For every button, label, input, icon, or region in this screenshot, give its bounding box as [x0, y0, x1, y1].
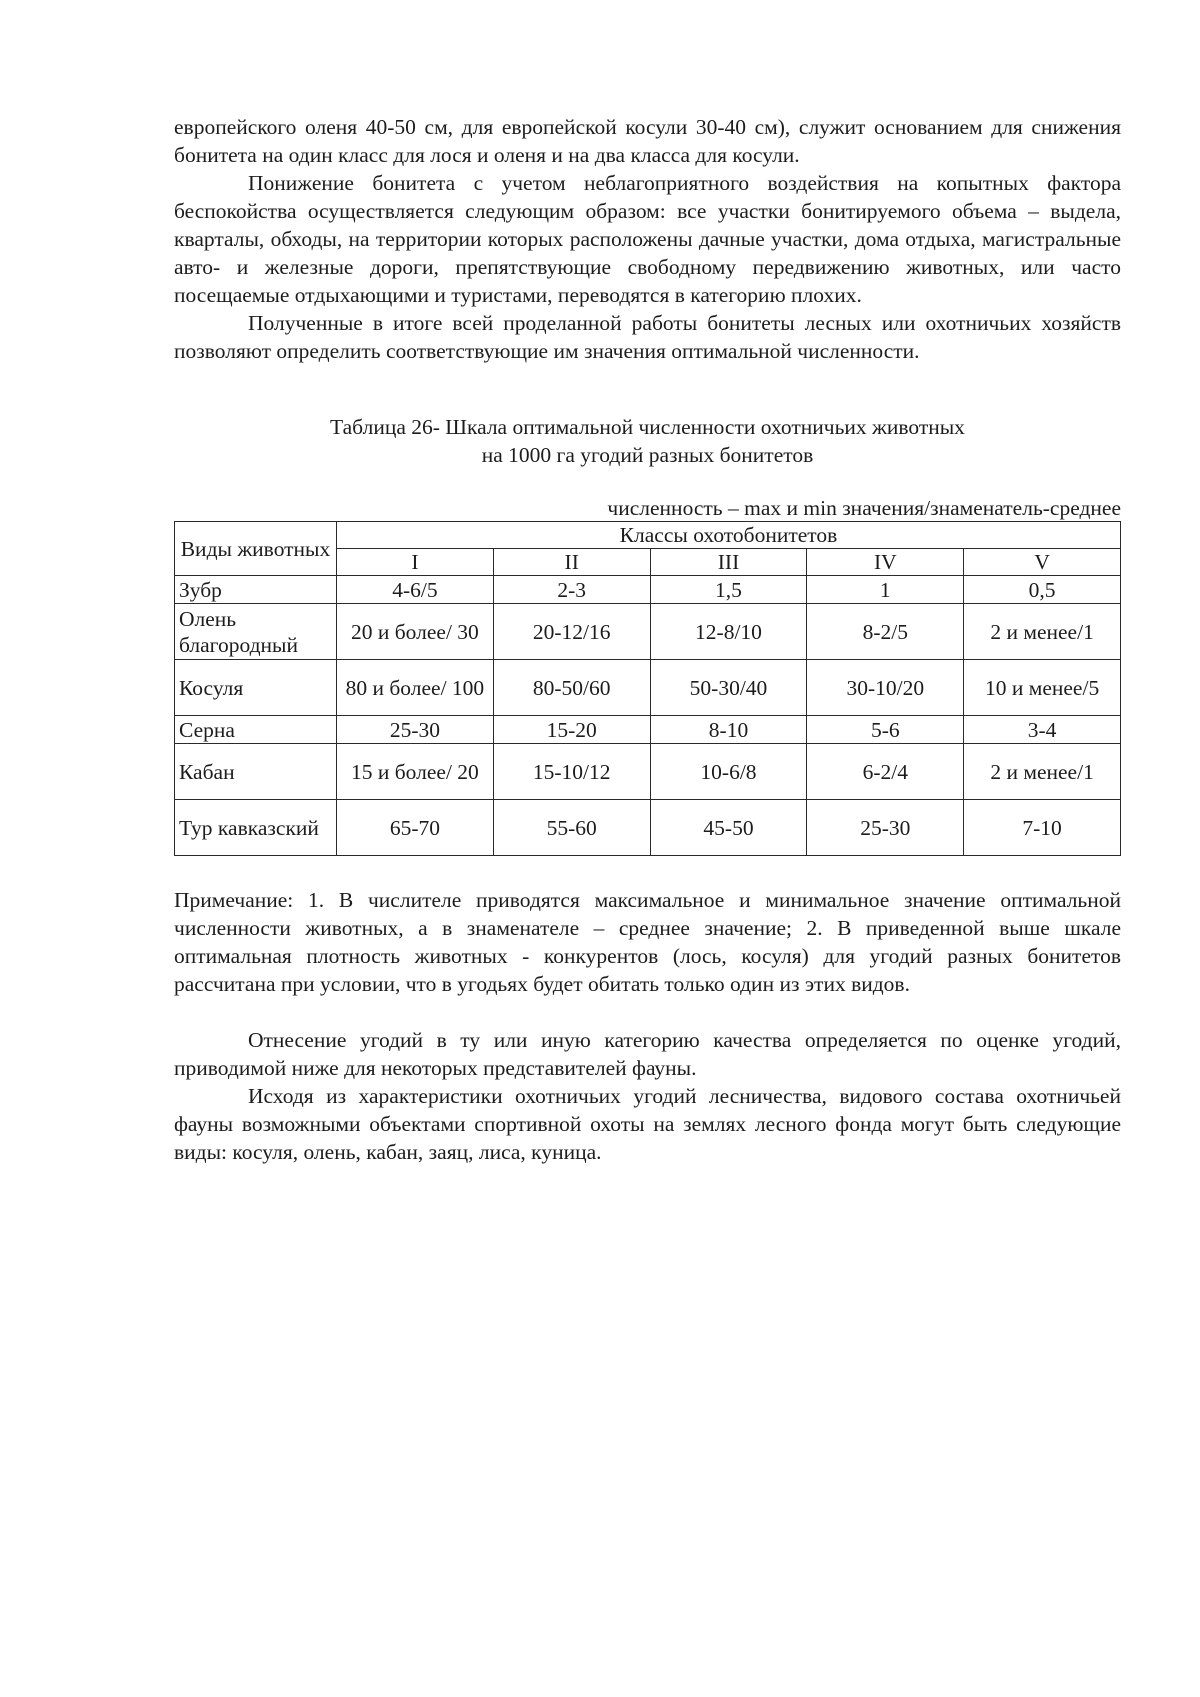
header-class-2: II — [493, 549, 650, 576]
value-cell: 20 и более/ 30 — [337, 604, 494, 660]
table-footnote: Примечание: 1. В числителе приводятся максимальное и минимальное значение оптимальной численности животных, а в знаменателе – среднее значение; 2. В приведенной выше шкале оптимальная плотность животных - конкурентов (лось, косуля) для угодий разных бонитетов рассчитана при условии, что в угодьях будет обитать только один из этих видов. — [174, 888, 1121, 996]
spacer — [174, 856, 1121, 886]
paragraph-disturbance-factor: Понижение бонитета с учетом неблагоприятного воздействия на копытных фактора беспокойства осуществляется следующим образом: все участки бонитируемого объема – выдела, кварталы, обходы, на территории которых расположены дачные участки, дома отдыха, магистральные авто- и железные дороги, препятствующие свободному передвижению животных, или часто посещаемые отдыхающими и туристами, переводятся в категорию плохих. — [174, 171, 1121, 307]
value-cell: 30-10/20 — [807, 660, 964, 716]
table-row — [175, 716, 1121, 744]
value-cell: 10-6/8 — [650, 744, 807, 800]
table-row — [175, 800, 1121, 856]
value-cell: 12-8/10 — [650, 604, 807, 660]
value-cell: 6-2/4 — [807, 744, 964, 800]
paragraph-deer-antlers: европейского оленя 40-50 см, для европейской косули 30-40 см), служит основанием для снижения бонитета на один класс для лося и оленя и на два класса для косули. — [174, 115, 1121, 167]
table-row — [175, 576, 1121, 604]
species-cell: Зубр — [175, 576, 337, 604]
value-cell: 45-50 — [650, 800, 807, 856]
value-cell: 8-2/5 — [807, 604, 964, 660]
value-cell: 4-6/5 — [337, 576, 494, 604]
table-row — [175, 660, 1121, 716]
species-cell: Серна — [175, 716, 337, 744]
species-cell: Тур кавказский — [175, 800, 337, 856]
value-cell: 2 и менее/1 — [964, 744, 1121, 800]
value-cell: 25-30 — [337, 716, 494, 744]
value-cell: 8-10 — [650, 716, 807, 744]
paragraph-optimal-density: Полученные в итоге всей проделанной работы бонитеты лесных или охотничьих хозяйств позволяют определить соответствующие им значения оптимальной численности. — [174, 311, 1121, 363]
table-row — [175, 604, 1121, 660]
value-cell: 15-20 — [493, 716, 650, 744]
species-cell: Кабан — [175, 744, 337, 800]
document-page — [174, 113, 1121, 1166]
value-cell: 2 и менее/1 — [964, 604, 1121, 660]
value-cell: 10 и менее/5 — [964, 660, 1121, 716]
table-caption-line-1: Таблица 26- Шкала оптимальной численности охотничьих животных — [330, 415, 965, 439]
value-cell: 50-30/40 — [650, 660, 807, 716]
value-cell: 15 и более/ 20 — [337, 744, 494, 800]
value-cell: 65-70 — [337, 800, 494, 856]
table-row — [175, 744, 1121, 800]
value-cell: 7-10 — [964, 800, 1121, 856]
paragraph-land-category: Отнесение угодий в ту или иную категорию качества определяется по оценке угодий, приводимой ниже для некоторых представителей фауны. — [174, 1028, 1121, 1080]
table-units-note: численность – max и min значения/знаменатель-среднее — [607, 496, 1121, 520]
header-species: Виды животных — [175, 522, 337, 576]
value-cell: 0,5 — [964, 576, 1121, 604]
value-cell: 80-50/60 — [493, 660, 650, 716]
value-cell: 25-30 — [807, 800, 964, 856]
spacer — [174, 998, 1121, 1026]
header-class-3: III — [650, 549, 807, 576]
spacer — [174, 365, 1121, 413]
table-header-row — [175, 522, 1121, 549]
paragraph-hunting-species: Исходя из характеристики охотничьих угодий лесничества, видового состава охотничьей фауны возможными объектами спортивной охоты на землях лесного фонда могут быть следующие виды: косуля, олень, кабан, заяц, лиса, куница. — [174, 1084, 1121, 1164]
value-cell: 20-12/16 — [493, 604, 650, 660]
spacer — [174, 469, 1121, 495]
species-cell: Косуля — [175, 660, 337, 716]
value-cell: 5-6 — [807, 716, 964, 744]
value-cell: 80 и более/ 100 — [337, 660, 494, 716]
header-classes: Классы охотобонитетов — [337, 522, 1121, 549]
table-caption-line-2: на 1000 га угодий разных бонитетов — [481, 443, 814, 467]
species-cell: Олень благородный — [175, 604, 337, 660]
value-cell: 3-4 — [964, 716, 1121, 744]
header-class-1: I — [337, 549, 494, 576]
header-class-4: IV — [807, 549, 964, 576]
value-cell: 2-3 — [493, 576, 650, 604]
value-cell: 55-60 — [493, 800, 650, 856]
optimal-density-table — [174, 521, 1121, 856]
value-cell: 1,5 — [650, 576, 807, 604]
header-class-5: V — [964, 549, 1121, 576]
value-cell: 15-10/12 — [493, 744, 650, 800]
value-cell: 1 — [807, 576, 964, 604]
